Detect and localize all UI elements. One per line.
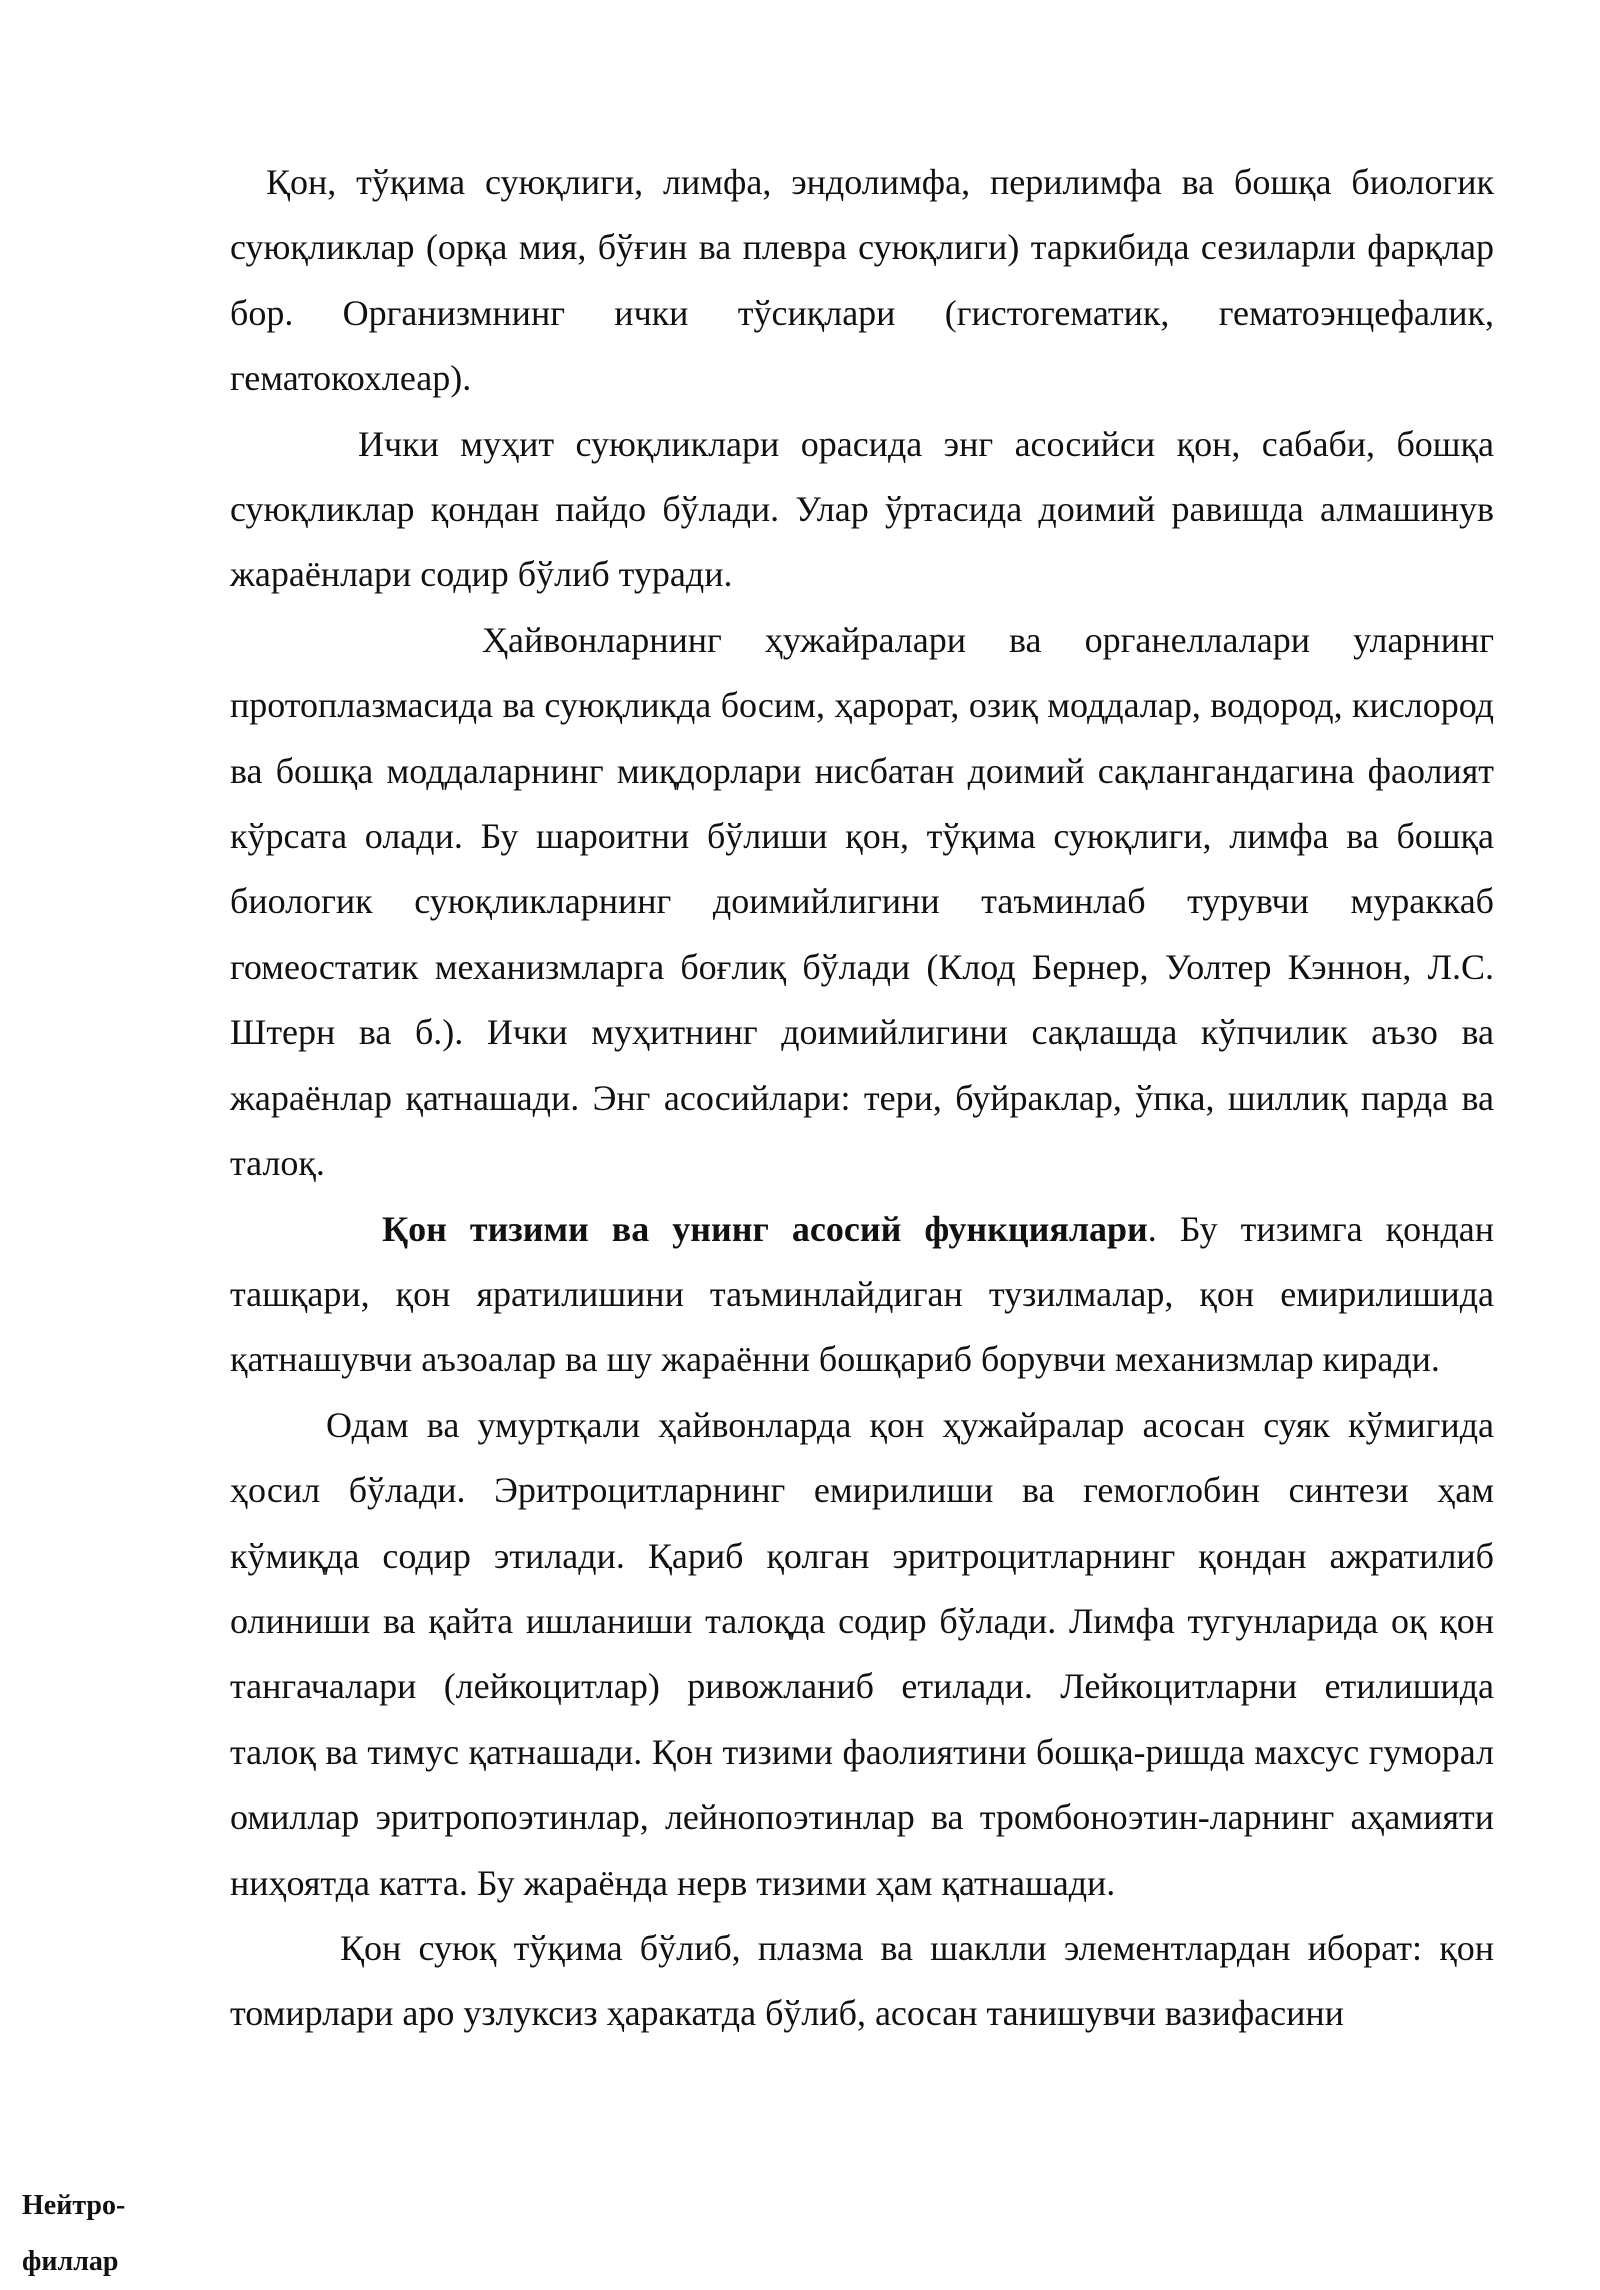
section-heading: Қон тизими ва унинг асосий функциялари [382, 1208, 1148, 1249]
paragraph-text: Ички муҳит суюқликлари орасида энг асосийси қон, сабаби, бошқа суюқликлар қондан пайдо бўлади. Улар ўртасида доимий равишда алмашинув жараёнлари содир бўлиб туради. [230, 423, 1494, 595]
margin-note-line: Нейтро- [22, 2190, 126, 2221]
margin-note [22, 2178, 182, 2290]
paragraph-text: . Бу тизимга қондан ташқари, қон яратилишини таъминлайдиган тузилмалар, қон емирилишида қатнашувчи аъзоалар ва шу жараённи бошқариб борувчи механизмлар киради. [230, 1208, 1494, 1380]
paragraph-biological-fluids [230, 150, 1494, 412]
margin-note-line: филлар [22, 2246, 119, 2277]
paragraph-text: Одам ва умуртқали ҳайвонларда қон ҳужайралар асосан суяк кўмигида ҳосил бўлади. Эритроцитларнинг емирилиши ва гемоглобин синтези ҳам кўмиқда содир этилади. Қариб қолган эритроцитларнинг қондан ажратилиб олиниши ва қайта ишланиши талоқда содир бўлади. Лимфа тугунларида оқ қон тангачалари (лейкоцитлар) ривожланиб етилади. Лейкоцитларни етилишида талоқ ва тимус қатнашади. Қон тизими фаолиятини бошқа-ришда махсус гуморал омиллар эритропоэтинлар, лейнопоэтинлар ва тромбоноэтин-ларнинг аҳамияти ниҳоятда катта. Бу жараёнда нерв тизими ҳам қатнашади. [230, 1404, 1494, 1903]
paragraph-blood-system [230, 1197, 1494, 1393]
paragraph-internal-environment [230, 412, 1494, 608]
paragraph-hematopoiesis [230, 1393, 1494, 1916]
paragraph-text: Қон суюқ тўқима бўлиб, плазма ва шаклли элементлардан иборат: қон томирлари аро узлуксиз ҳаракатда бўлиб, асосан танишувчи вазифасини [230, 1927, 1494, 2034]
paragraph-blood-composition [230, 1916, 1494, 2047]
paragraph-homeostasis [230, 608, 1494, 1197]
document-body [230, 150, 1494, 2047]
paragraph-text: Ҳайвонларнинг ҳужайралари ва органеллалари уларнинг протоплазмасида ва суюқликда босим, ҳарорат, озиқ моддалар, водород, кислород ва бошқа моддаларнинг миқдорлари нисбатан доимий сақлангандагина фаолият кўрсата олади. Бу шароитни бўлиши қон, тўқима суюқлиги, лимфа ва бошқа биологик суюқликларнинг доимийлигини таъминлаб турувчи мураккаб гомеостатик механизмларга боғлиқ бўлади (Клод Бернер, Уолтер Кэннон, Л.С. Штерн ва б.). Ички муҳитнинг доимийлигини сақлашда кўпчилик аъзо ва жараёнлар қатнашади. Энг асосийлари: тери, буйраклар, ўпка, шиллиқ парда ва талоқ. [230, 619, 1494, 1184]
paragraph-text: Қон, тўқима суюқлиги, лимфа, эндолимфа, перилимфа ва бошқа биологик суюқликлар (орқа мия, бўғин ва плевра суюқлиги) таркибида сезиларли фарқлар бор. Организмнинг ички тўсиқлари (гистогематик, гематоэнцефалик, гематокохлеар). [230, 162, 1494, 399]
